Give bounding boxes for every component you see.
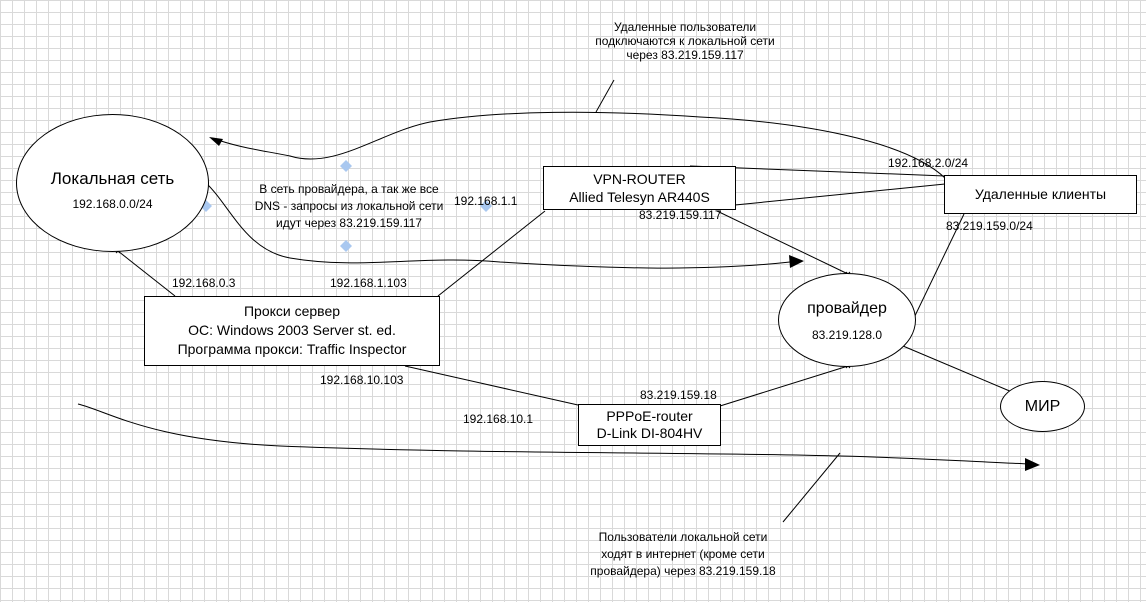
note-remote-users — [560, 20, 810, 62]
link-lan-proxy — [118, 251, 175, 296]
link-pppoe-provider — [720, 366, 848, 406]
arrowhead-remote-users — [209, 137, 223, 146]
pppoe-router-name: PPPoE-router — [606, 408, 693, 424]
address-remote-vpn: 192.168.2.0/24 — [888, 156, 969, 170]
remote-clients-label: Удаленные клиенты — [974, 186, 1107, 202]
link-vpn-provider — [717, 211, 848, 274]
proxy-title: Прокси сервер — [243, 303, 341, 319]
note-remote-users-line: подключаются к локальной сети — [595, 34, 775, 48]
arrowhead-local-users — [1025, 458, 1040, 471]
pppoe-router-node[interactable] — [578, 404, 721, 446]
world-node[interactable] — [1000, 381, 1085, 432]
flow-local-users — [78, 404, 1030, 464]
local-network-subnet: 192.168.0.0/24 — [72, 197, 153, 211]
link-provider-world — [903, 346, 1012, 392]
link-proxy-pppoe — [405, 366, 578, 405]
proxy-software: Программа прокси: Traffic Inspector — [177, 341, 407, 357]
pppoe-router-model: D-Link DI-804HV — [596, 425, 703, 441]
vpn-router-name: VPN-ROUTER — [593, 171, 686, 187]
note-local-users-line: ходят в интернет (кроме сети — [601, 547, 765, 561]
world-label: МИР — [1024, 398, 1061, 415]
address-pppoe-wan: 83.219.159.18 — [640, 388, 717, 402]
address-proxy-vpn: 192.168.1.103 — [330, 276, 407, 290]
link-vpn-remote — [735, 184, 945, 205]
provider-subnet: 83.219.128.0 — [811, 328, 883, 342]
selection-handle-top — [340, 160, 352, 172]
proxy-server-node[interactable] — [144, 296, 440, 366]
proxy-os: ОС: Windows 2003 Server st. ed. — [188, 322, 396, 338]
note-remote-users-line: Удаленные пользователи — [613, 20, 757, 34]
note-remote-users-line: через 83.219.159.117 — [626, 48, 744, 62]
local-network-node[interactable] — [16, 114, 209, 252]
note-local-users-line: провайдера) через 83.219.159.18 — [590, 564, 776, 578]
selection-handle-bottom — [340, 240, 352, 252]
note-local-users-line: Пользователи локальной сети — [598, 530, 768, 544]
address-pppoe-lan: 192.168.10.1 — [463, 412, 534, 426]
address-proxy-lan: 192.168.0.3 — [172, 276, 236, 290]
local-network-title: Локальная сеть — [50, 169, 175, 188]
address-vpn-lan: 192.168.1.1 — [454, 194, 518, 208]
note-dns-line: DNS - запросы из локальной сети — [254, 199, 444, 213]
arrowhead-dns — [789, 255, 804, 268]
provider-node[interactable] — [778, 273, 916, 367]
address-vpn-wan: 83.219.159.117 — [639, 208, 722, 222]
vpn-router-node[interactable] — [543, 166, 736, 210]
address-remote-wan: 83.219.159.0/24 — [946, 219, 1033, 233]
provider-title: провайдер — [807, 300, 887, 317]
note-dns-line: идут через 83.219.159.117 — [276, 216, 422, 230]
flow-local-users-callout — [783, 453, 840, 522]
remote-clients-node[interactable] — [944, 175, 1137, 214]
note-local-users — [558, 529, 808, 580]
flow-remote-users-callout — [596, 80, 614, 112]
note-dns — [224, 181, 474, 232]
address-proxy-pppoe: 192.168.10.103 — [320, 373, 404, 387]
vpn-router-model: Allied Telesyn AR440S — [569, 189, 710, 205]
note-dns-line: В сеть провайдера, а так же все — [259, 182, 439, 196]
